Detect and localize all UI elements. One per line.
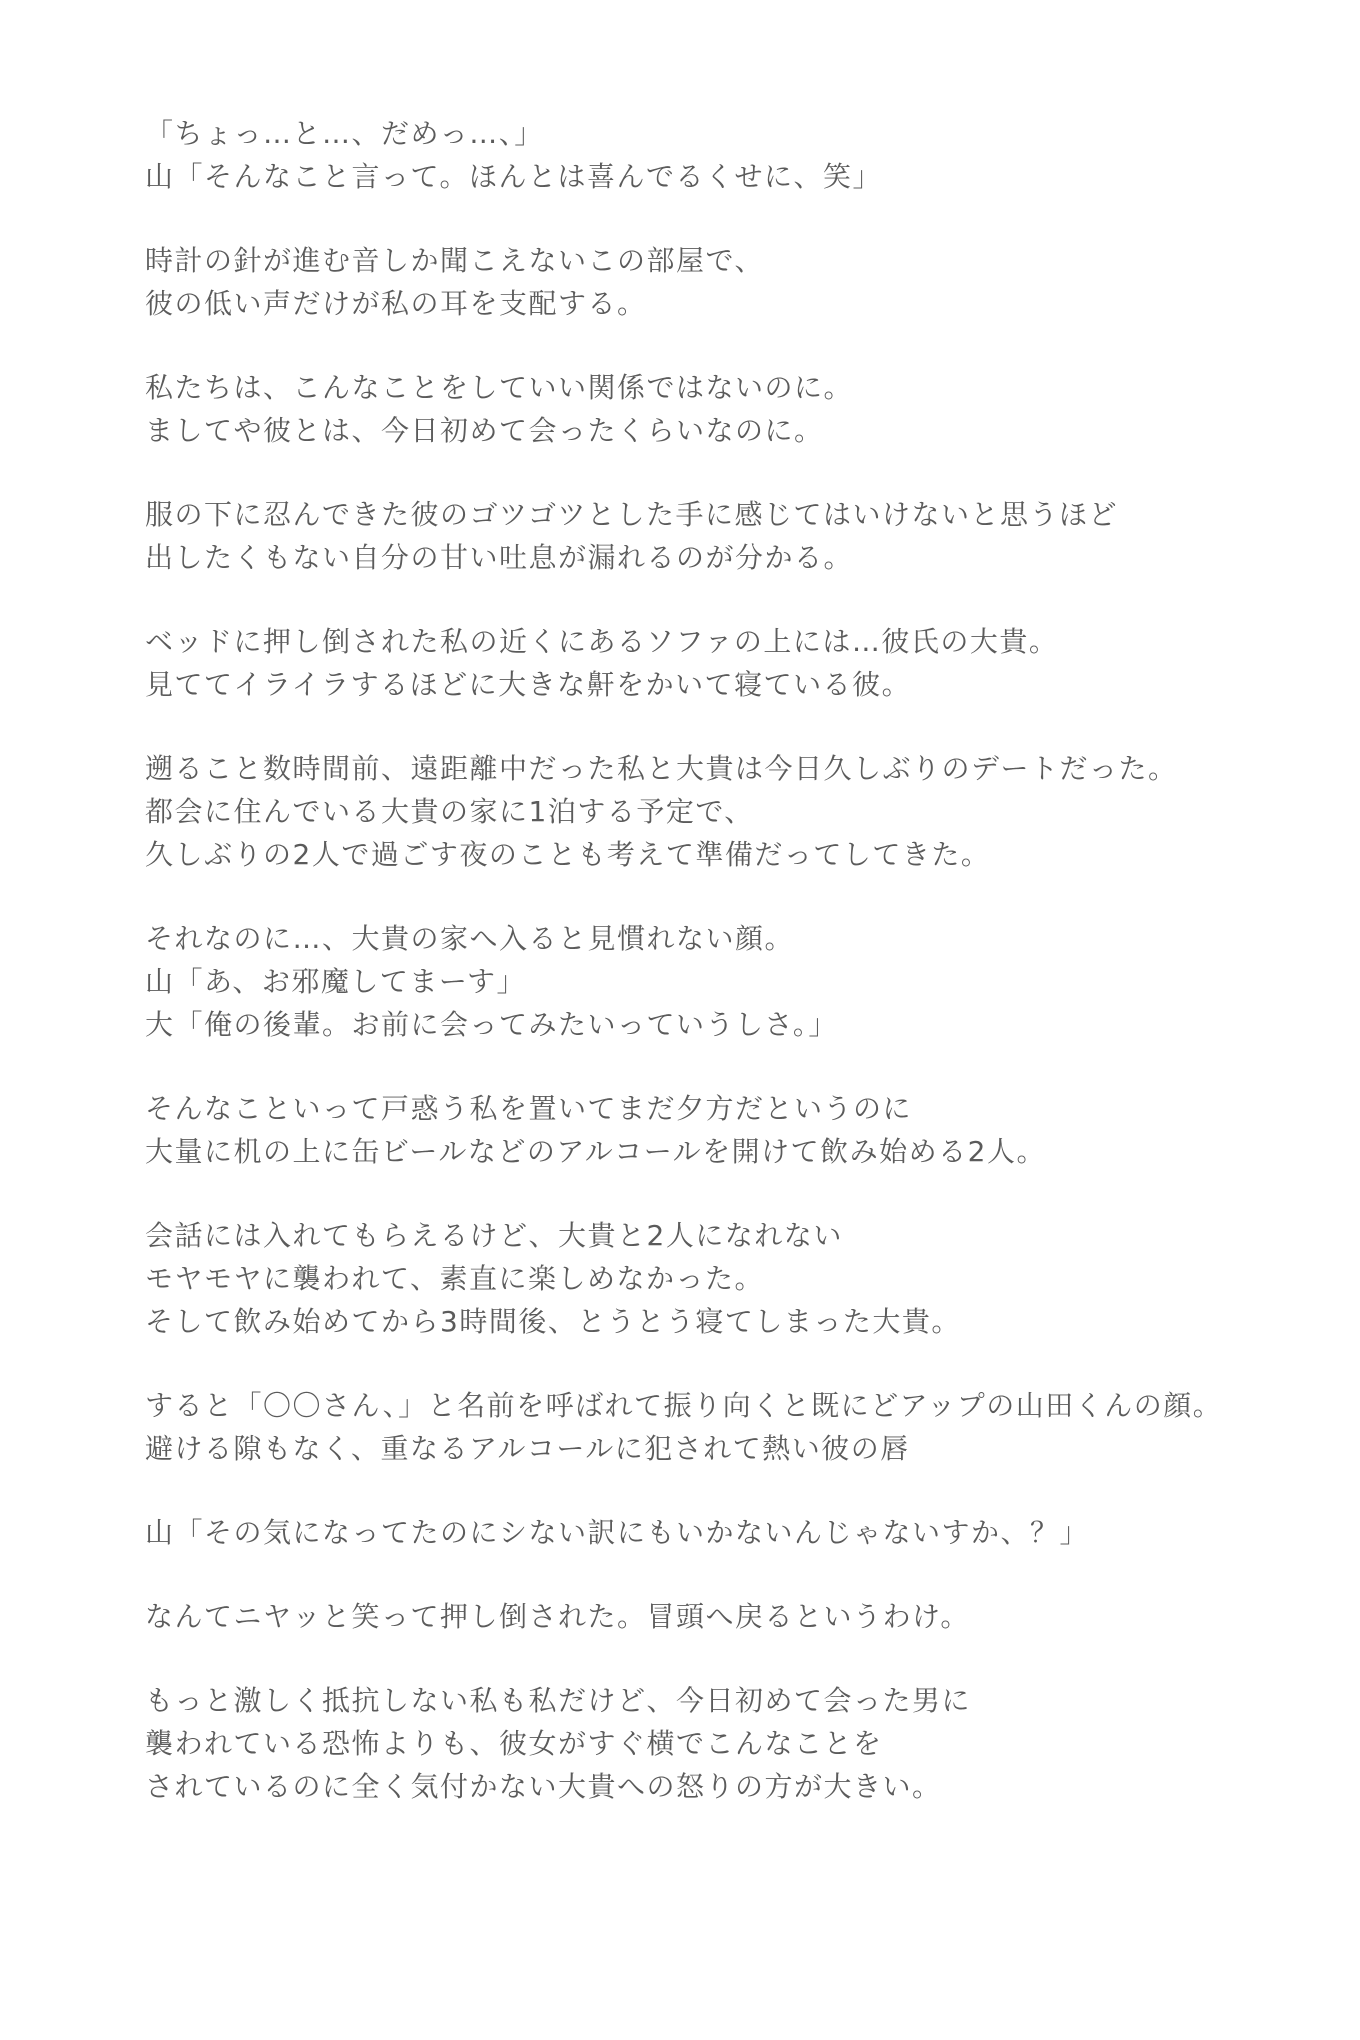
story-paragraph bbox=[145, 747, 1325, 876]
story-paragraph bbox=[145, 366, 1325, 452]
story-paragraph bbox=[145, 1511, 1325, 1554]
story-line: 彼の低い声だけが私の耳を支配する。 bbox=[145, 287, 647, 320]
story-line: すると「〇〇さん、」と名前を呼ばれて振り向くと既にどアップの山田くんの顔。 bbox=[145, 1389, 1223, 1422]
story-line: 会話には入れてもらえるけど、大貴と2人になれない bbox=[145, 1219, 843, 1252]
story-line: 山「そんなこと言って。ほんとは喜んでるくせに、笑」 bbox=[145, 160, 882, 193]
story-line: それなのに…、大貴の家へ入ると見慣れない顔。 bbox=[145, 922, 795, 955]
story-paragraph bbox=[145, 112, 1325, 198]
story-line: 久しぶりの2人で過ごす夜のことも考えて準備だってしてきた。 bbox=[145, 838, 991, 871]
story-line: 出したくもない自分の甘い吐息が漏れるのが分かる。 bbox=[145, 541, 854, 574]
story-line: なんてニヤッと笑って押し倒された。冒頭へ戻るというわけ。 bbox=[145, 1600, 970, 1633]
story-line: されているのに全く気付かない大貴への怒りの方が大きい。 bbox=[145, 1770, 942, 1803]
story-line: 「ちょっ…と…、だめっ…、」 bbox=[145, 117, 544, 150]
story-line: 遡ること数時間前、遠距離中だった私と大貴は今日久しぶりのデートだった。 bbox=[145, 752, 1178, 785]
story-text bbox=[145, 112, 1325, 1849]
story-paragraph bbox=[145, 493, 1325, 579]
story-line: 山「その気になってたのにシない訳にもいかないんじゃないすか、？」 bbox=[145, 1516, 1090, 1549]
story-line: 時計の針が進む音しか聞こえないこの部屋で、 bbox=[145, 244, 764, 277]
story-paragraph bbox=[145, 1679, 1325, 1808]
story-line: モヤモヤに襲われて、素直に楽しめなかった。 bbox=[145, 1262, 764, 1295]
story-line: 山「あ、お邪魔してまーす」 bbox=[145, 965, 526, 998]
story-line: 大量に机の上に缶ビールなどのアルコールを開けて飲み始める2人。 bbox=[145, 1135, 1046, 1168]
story-line: 都会に住んでいる大貴の家に1泊する予定で、 bbox=[145, 795, 754, 828]
story-line: 避ける隙もなく、重なるアルコールに犯されて熱い彼の唇 bbox=[145, 1432, 910, 1465]
story-paragraph bbox=[145, 1214, 1325, 1343]
story-paragraph bbox=[145, 1087, 1325, 1173]
story-line: ベッドに押し倒された私の近くにあるソファの上には…彼氏の大貴。 bbox=[145, 625, 1059, 658]
story-paragraph bbox=[145, 239, 1325, 325]
story-paragraph bbox=[145, 1595, 1325, 1638]
story-line: 襲われている恐怖よりも、彼女がすぐ横でこんなことを bbox=[145, 1727, 883, 1760]
story-line: そして飲み始めてから3時間後、とうとう寝てしまった大貴。 bbox=[145, 1305, 961, 1338]
story-line: 見ててイライラするほどに大きな鼾をかいて寝ている彼。 bbox=[145, 668, 912, 701]
story-line: 私たちは、こんなことをしていい関係ではないのに。 bbox=[145, 371, 854, 404]
story-line: もっと激しく抵抗しない私も私だけど、今日初めて会った男に bbox=[145, 1684, 972, 1717]
story-line: 服の下に忍んできた彼のゴツゴツとした手に感じてはいけないと思うほど bbox=[145, 498, 1118, 531]
story-paragraph bbox=[145, 917, 1325, 1046]
story-line: 大「俺の後輩。お前に会ってみたいっていうしさ。」 bbox=[145, 1008, 838, 1041]
story-paragraph bbox=[145, 620, 1325, 706]
story-line: ましてや彼とは、今日初めて会ったくらいなのに。 bbox=[145, 414, 824, 447]
story-line: そんなこといって戸惑う私を置いてまだ夕方だというのに bbox=[145, 1092, 913, 1125]
story-paragraph bbox=[145, 1384, 1325, 1470]
